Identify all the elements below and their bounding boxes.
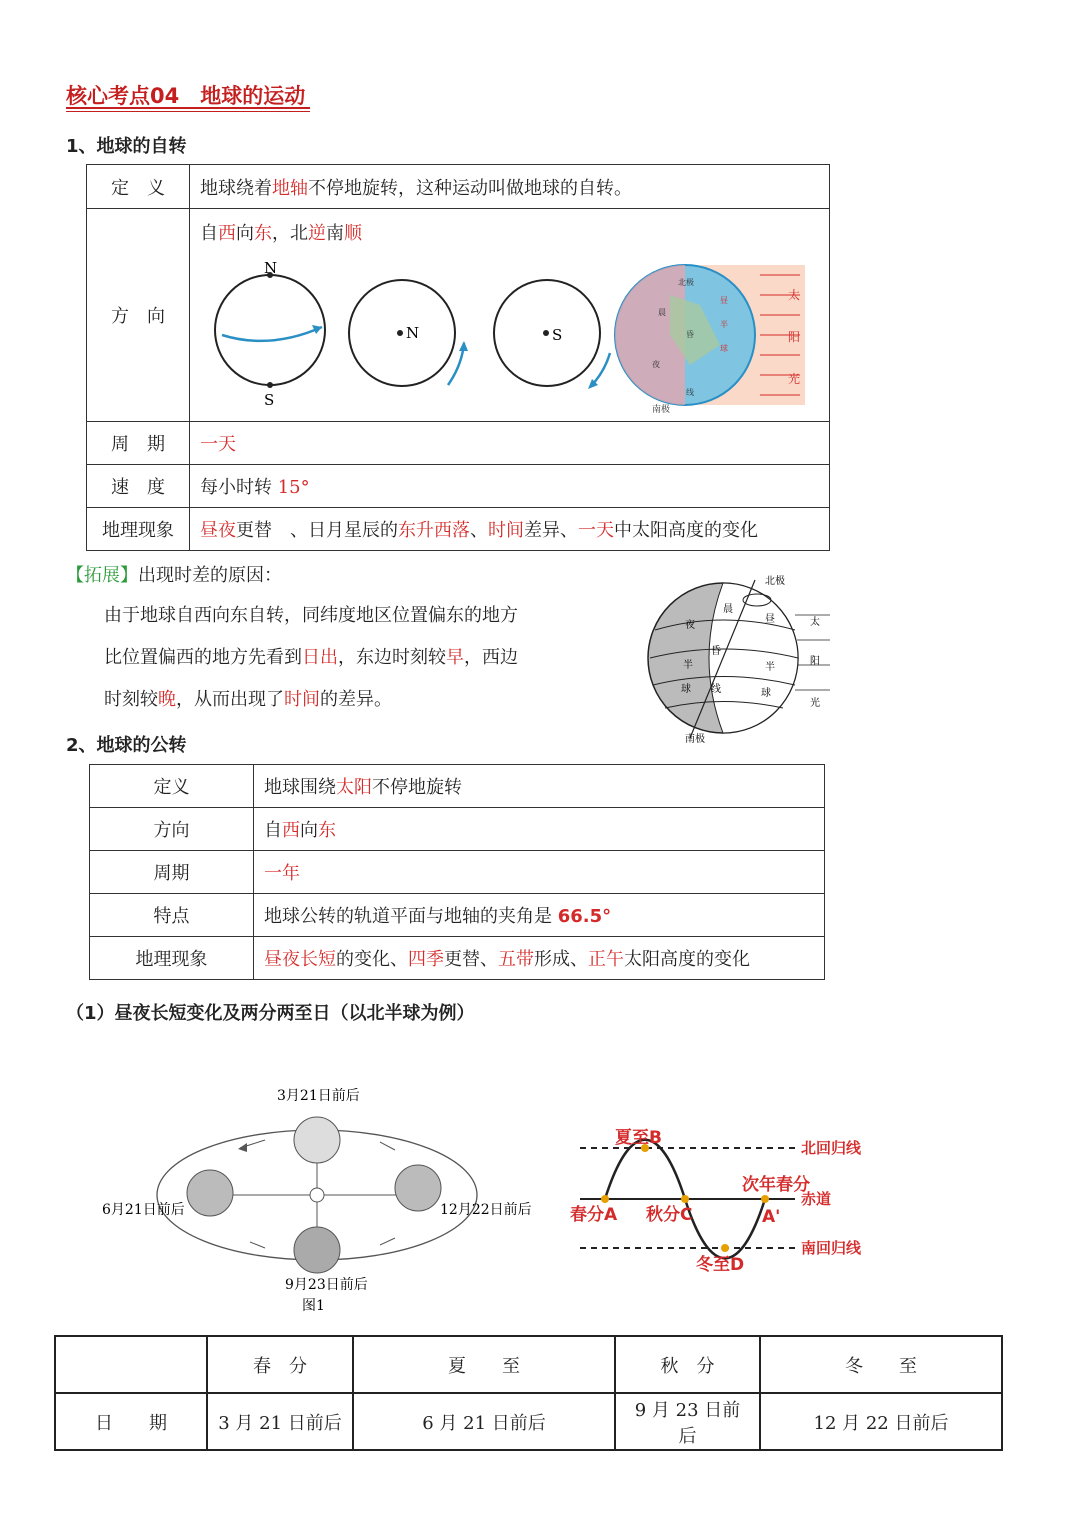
solar-path-figure — [570, 1120, 870, 1280]
orbit-left-label: 6月21日前后 — [102, 1202, 185, 1218]
phenomena-label: 地理现象 — [87, 508, 190, 551]
page-title: 核心考点04 地球的运动 — [66, 84, 306, 108]
rev-dir-label: 方向 — [90, 808, 254, 851]
orbit-fig-label: 图1 — [302, 1298, 325, 1314]
tropic-north-label: 北回归线 — [801, 1139, 862, 1157]
speed-label: 速 度 — [87, 465, 190, 508]
dir-label: 方 向 — [87, 209, 190, 422]
globe-label-dusk: 昏 — [686, 330, 694, 339]
globe-label-south: 南极 — [652, 405, 671, 415]
sun-char-1: 太 — [788, 288, 801, 302]
side-globe — [215, 275, 325, 385]
globe-label-dawn: 晨 — [658, 308, 666, 317]
dates-header-2: 夏 至 — [353, 1336, 615, 1393]
dates-header-0 — [55, 1336, 207, 1393]
orbit-top-label: 3月21日前后 — [277, 1088, 360, 1104]
tg-left-2: 球 — [681, 684, 691, 695]
def-value: 地球绕着地轴不停地旋转，这种运动叫做地球的自转。 — [190, 165, 830, 209]
extend-heading: 【拓展】出现时差的原因： — [66, 565, 282, 586]
dates-header-1: 春 分 — [207, 1336, 353, 1393]
rev-dir-value: 自西向东 — [254, 808, 825, 851]
globe-label-half: 半 — [720, 320, 728, 329]
next-spring-point: A' — [762, 1207, 781, 1227]
dates-header-4: 冬 至 — [760, 1336, 1002, 1393]
tg-sun-1: 阳 — [810, 656, 820, 667]
equator-label: 赤道 — [801, 1190, 832, 1208]
summer-label: 夏至B — [615, 1128, 662, 1148]
rev-phen-label: 地理现象 — [90, 937, 254, 980]
date-summer: 6 月 21 日前后 — [353, 1393, 615, 1450]
sun-icon — [310, 1188, 324, 1202]
globe-label-north: 北极 — [678, 278, 694, 287]
date-autumn: 9 月 23 日前后 — [615, 1393, 760, 1450]
title-underline-thin — [66, 111, 310, 112]
rev-feat-value: 地球公转的轨道平面与地轴的夹角是 66.5° — [254, 894, 825, 937]
tg-mid-1: 昏 — [711, 646, 721, 657]
tg-sun-2: 光 — [810, 698, 820, 709]
date-spring: 3 月 21 日前后 — [207, 1393, 353, 1450]
time-difference-globe-figure — [645, 570, 835, 745]
orbit-figure — [95, 1080, 545, 1320]
rev-def-label: 定义 — [90, 765, 254, 808]
tg-sun-0: 太 — [810, 617, 820, 628]
date-winter: 12 月 22 日前后 — [760, 1393, 1002, 1450]
rev-feat-label: 特点 — [90, 894, 254, 937]
rev-phen-value: 昼夜长短的变化、四季更替、五带形成、正午太阳高度的变化 — [254, 937, 825, 980]
tg-south: 南极 — [685, 734, 705, 745]
extend-line-3: 时刻较晚，从而出现了时间的差异。 — [104, 689, 392, 710]
tropic-south-label: 南回归线 — [801, 1239, 862, 1257]
section2-heading: 2、地球的公转 — [66, 735, 187, 756]
rev-period-label: 周期 — [90, 851, 254, 894]
globe-label-sphere: 球 — [720, 344, 728, 353]
globe-right — [395, 1165, 441, 1211]
tg-right-1: 半 — [765, 662, 775, 673]
globe-bottom — [294, 1227, 340, 1273]
period-label: 周 期 — [87, 422, 190, 465]
globe-label-day: 昼 — [720, 296, 728, 305]
dir-value: 自西向东，北逆南顺 — [190, 209, 830, 422]
extend-line-1: 由于地球自西向东自转，同纬度地区位置偏东的地方 — [104, 605, 518, 626]
orbit-bottom-label: 9月23日前后 — [285, 1277, 368, 1293]
tg-right-0: 昼 — [765, 614, 775, 625]
sub1-heading: （1）昼夜长短变化及两分两至日（以北半球为例） — [66, 1003, 475, 1024]
south-center-label: S — [552, 326, 563, 344]
sun-char-3: 光 — [788, 372, 801, 386]
tg-left-1: 半 — [683, 660, 693, 671]
rev-period-value: 一年 — [254, 851, 825, 894]
def-label: 定 义 — [87, 165, 190, 209]
dates-row-label: 日 期 — [55, 1393, 207, 1450]
spring-label: 春分A — [570, 1205, 618, 1225]
revolution-table — [89, 764, 825, 980]
phenomena-value: 昼夜更替 、日月星辰的东升西落、时间差异、一天中太阳高度的变化 — [190, 508, 830, 551]
rotation-direction-figure — [200, 255, 810, 420]
tg-north: 北极 — [765, 576, 785, 587]
rev-def-value: 地球围绕太阳不停地旋转 — [254, 765, 825, 808]
globe-label-line: 线 — [686, 388, 694, 397]
tg-left-0: 夜 — [685, 620, 695, 631]
rotation-arrow-icon — [222, 327, 322, 341]
section1-heading: 1、地球的自转 — [66, 136, 187, 157]
north-center-label: N — [406, 324, 420, 342]
sun-char-2: 阳 — [788, 330, 801, 344]
extend-line-2: 比位置偏西的地方先看到日出，东边时刻较早，西边 — [104, 647, 518, 668]
dates-table — [54, 1335, 1003, 1451]
dates-header-3: 秋 分 — [615, 1336, 760, 1393]
autumn-label: 秋分C — [646, 1205, 693, 1225]
period-value: 一天 — [190, 422, 830, 465]
speed-value: 每小时转 15° — [190, 465, 830, 508]
globe-left — [187, 1170, 233, 1216]
tg-right-2: 球 — [761, 688, 771, 699]
north-label: N — [264, 259, 278, 277]
winter-label: 冬至D — [696, 1255, 745, 1275]
next-spring-label: 次年春分 — [742, 1175, 810, 1195]
title-underline — [66, 107, 310, 109]
tg-mid-0: 晨 — [723, 604, 733, 615]
globe-label-night: 夜 — [652, 360, 660, 369]
south-label: S — [264, 391, 275, 409]
globe-top — [294, 1117, 340, 1163]
orbit-right-label: 12月22日前后 — [440, 1202, 532, 1218]
tg-mid-2: 线 — [711, 684, 721, 695]
